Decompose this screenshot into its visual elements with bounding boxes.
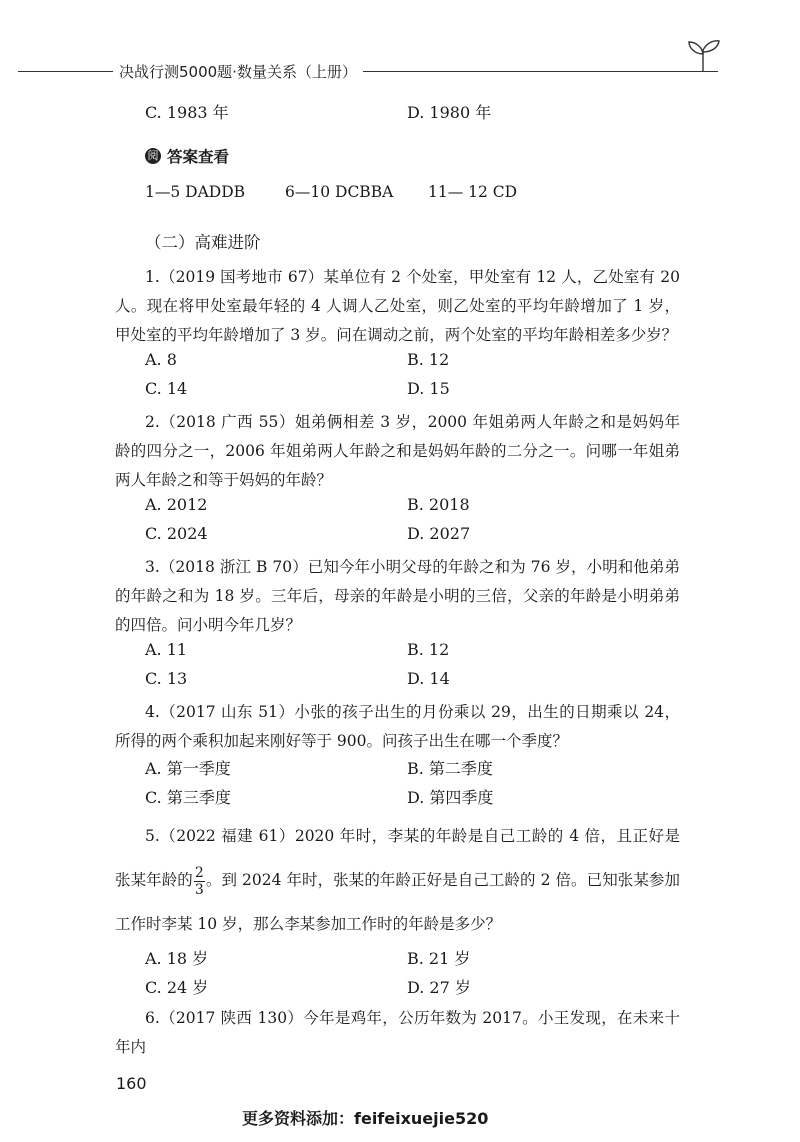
- answer-group-2: 6—10 DCBBA: [285, 183, 394, 201]
- question-3: [115, 553, 680, 640]
- answer-group-3: 11— 12 CD: [428, 183, 518, 201]
- previous-question-options: [145, 100, 710, 129]
- option-b: B. 第二季度: [407, 759, 493, 778]
- question-4: [115, 698, 680, 756]
- option-a: A. 第一季度: [145, 759, 231, 778]
- option-d: D. 15: [407, 379, 450, 398]
- page-number: 160: [116, 1074, 147, 1093]
- option-b: B. 2018: [407, 495, 470, 514]
- options-row: [145, 756, 710, 785]
- option-d: D. 2027: [407, 524, 471, 543]
- option-c: C. 2024: [145, 524, 208, 543]
- answer-key: [145, 177, 710, 213]
- fraction-denominator: 3: [194, 881, 204, 898]
- question-stem: 6.（2017 陕西 130）今年是鸡年，公历年数为 2017。小王发现，在未来十年内: [115, 1009, 680, 1056]
- fraction-numerator: 2: [194, 864, 204, 881]
- options-row: [145, 975, 710, 1004]
- question-6: [115, 1004, 680, 1062]
- fraction-two-thirds: [194, 865, 205, 898]
- question-1: [115, 263, 680, 350]
- question-stem-part1: 5.（2022 福建 61）2020 年时，李某的年龄是自己工龄的 4 倍，且正好是张某年龄的: [115, 827, 680, 889]
- question-stem: 1.（2019 国考地市 67）某单位有 2 个处室，甲处室有 12 人，乙处室有 20 人。现在将甲处室最年轻的 4 人调人乙处室，则乙处室的平均年龄增加了 1 岁，甲处室的平均年龄增加了 3 岁。问在调动之前，两个处室的平均年龄相差多少岁？: [115, 268, 680, 344]
- options-row: [145, 350, 710, 379]
- question-stem: 2.（2018 广西 55）姐弟俩相差 3 岁，2000 年姐弟两人年龄之和是妈妈年龄的四分之一，2006 年姐弟两人年龄之和是妈妈年龄的二分之一。问哪一年姐弟两人年龄之和等于妈妈的年龄？: [115, 413, 680, 489]
- option-c: C. 第三季度: [145, 788, 231, 807]
- answer-title: 答案查看: [167, 148, 230, 166]
- option-a: A. 8: [145, 350, 177, 369]
- answer-group-1: 1—5 DADDB: [145, 183, 246, 201]
- options-row: [145, 379, 710, 408]
- section-title: （二）高难进阶: [145, 233, 261, 252]
- option-a: A. 2012: [145, 495, 208, 514]
- option-a: A. 18 岁: [145, 949, 209, 968]
- option-b: B. 12: [407, 350, 450, 369]
- option-b: B. 21 岁: [407, 949, 471, 968]
- question-2: [115, 408, 680, 495]
- option-c: C. 1983 年: [145, 103, 229, 122]
- option-d: D. 27 岁: [407, 978, 471, 997]
- options-row: [145, 946, 710, 975]
- options-row: [145, 524, 710, 553]
- options-row: [145, 785, 710, 814]
- sprout-icon: [685, 38, 721, 72]
- answer-heading: [145, 141, 710, 171]
- question-stem: 4.（2017 山东 51）小张的孩子出生的月份乘以 29，出生的日期乘以 24，所得的两个乘积加起来刚好等于 900。问孩子出生在哪一个季度？: [115, 703, 680, 750]
- options-row: [145, 669, 710, 698]
- option-c: C. 14: [145, 379, 188, 398]
- header-rule-right: [363, 71, 718, 72]
- option-a: A. 11: [145, 640, 188, 659]
- option-c: C. 13: [145, 669, 188, 688]
- answer-badge-icon: 阅: [145, 148, 161, 164]
- option-d: D. 第四季度: [407, 788, 494, 807]
- option-d: D. 1980 年: [407, 103, 492, 122]
- header-rule-left: [18, 71, 113, 72]
- question-5: [115, 814, 680, 946]
- running-header: [18, 56, 718, 86]
- page-content: [115, 100, 710, 1062]
- question-stem: 3.（2018 浙江 B 70）已知今年小明父母的年龄之和为 76 岁，小明和他弟弟的年龄之和为 18 岁。三年后，母亲的年龄是小明的三倍，父亲的年龄是小明弟弟的四倍。问小明今年几岁？: [115, 558, 680, 634]
- option-d: D. 14: [407, 669, 450, 688]
- option-c: C. 24 岁: [145, 978, 209, 997]
- question-stem-part2: 。到 2024 年时，张某的年龄正好是自己工龄的 2 倍。已知张某参加工作时李某 10 岁，那么李某参加工作时的年龄是多少？: [115, 871, 680, 933]
- option-b: B. 12: [407, 640, 450, 659]
- options-row: [145, 640, 710, 669]
- footer-note: 更多资料添加：feifeixuejie520: [242, 1109, 489, 1128]
- options-row: [145, 495, 710, 524]
- book-title: 决战行测5000题·数量关系（上册）: [119, 62, 357, 81]
